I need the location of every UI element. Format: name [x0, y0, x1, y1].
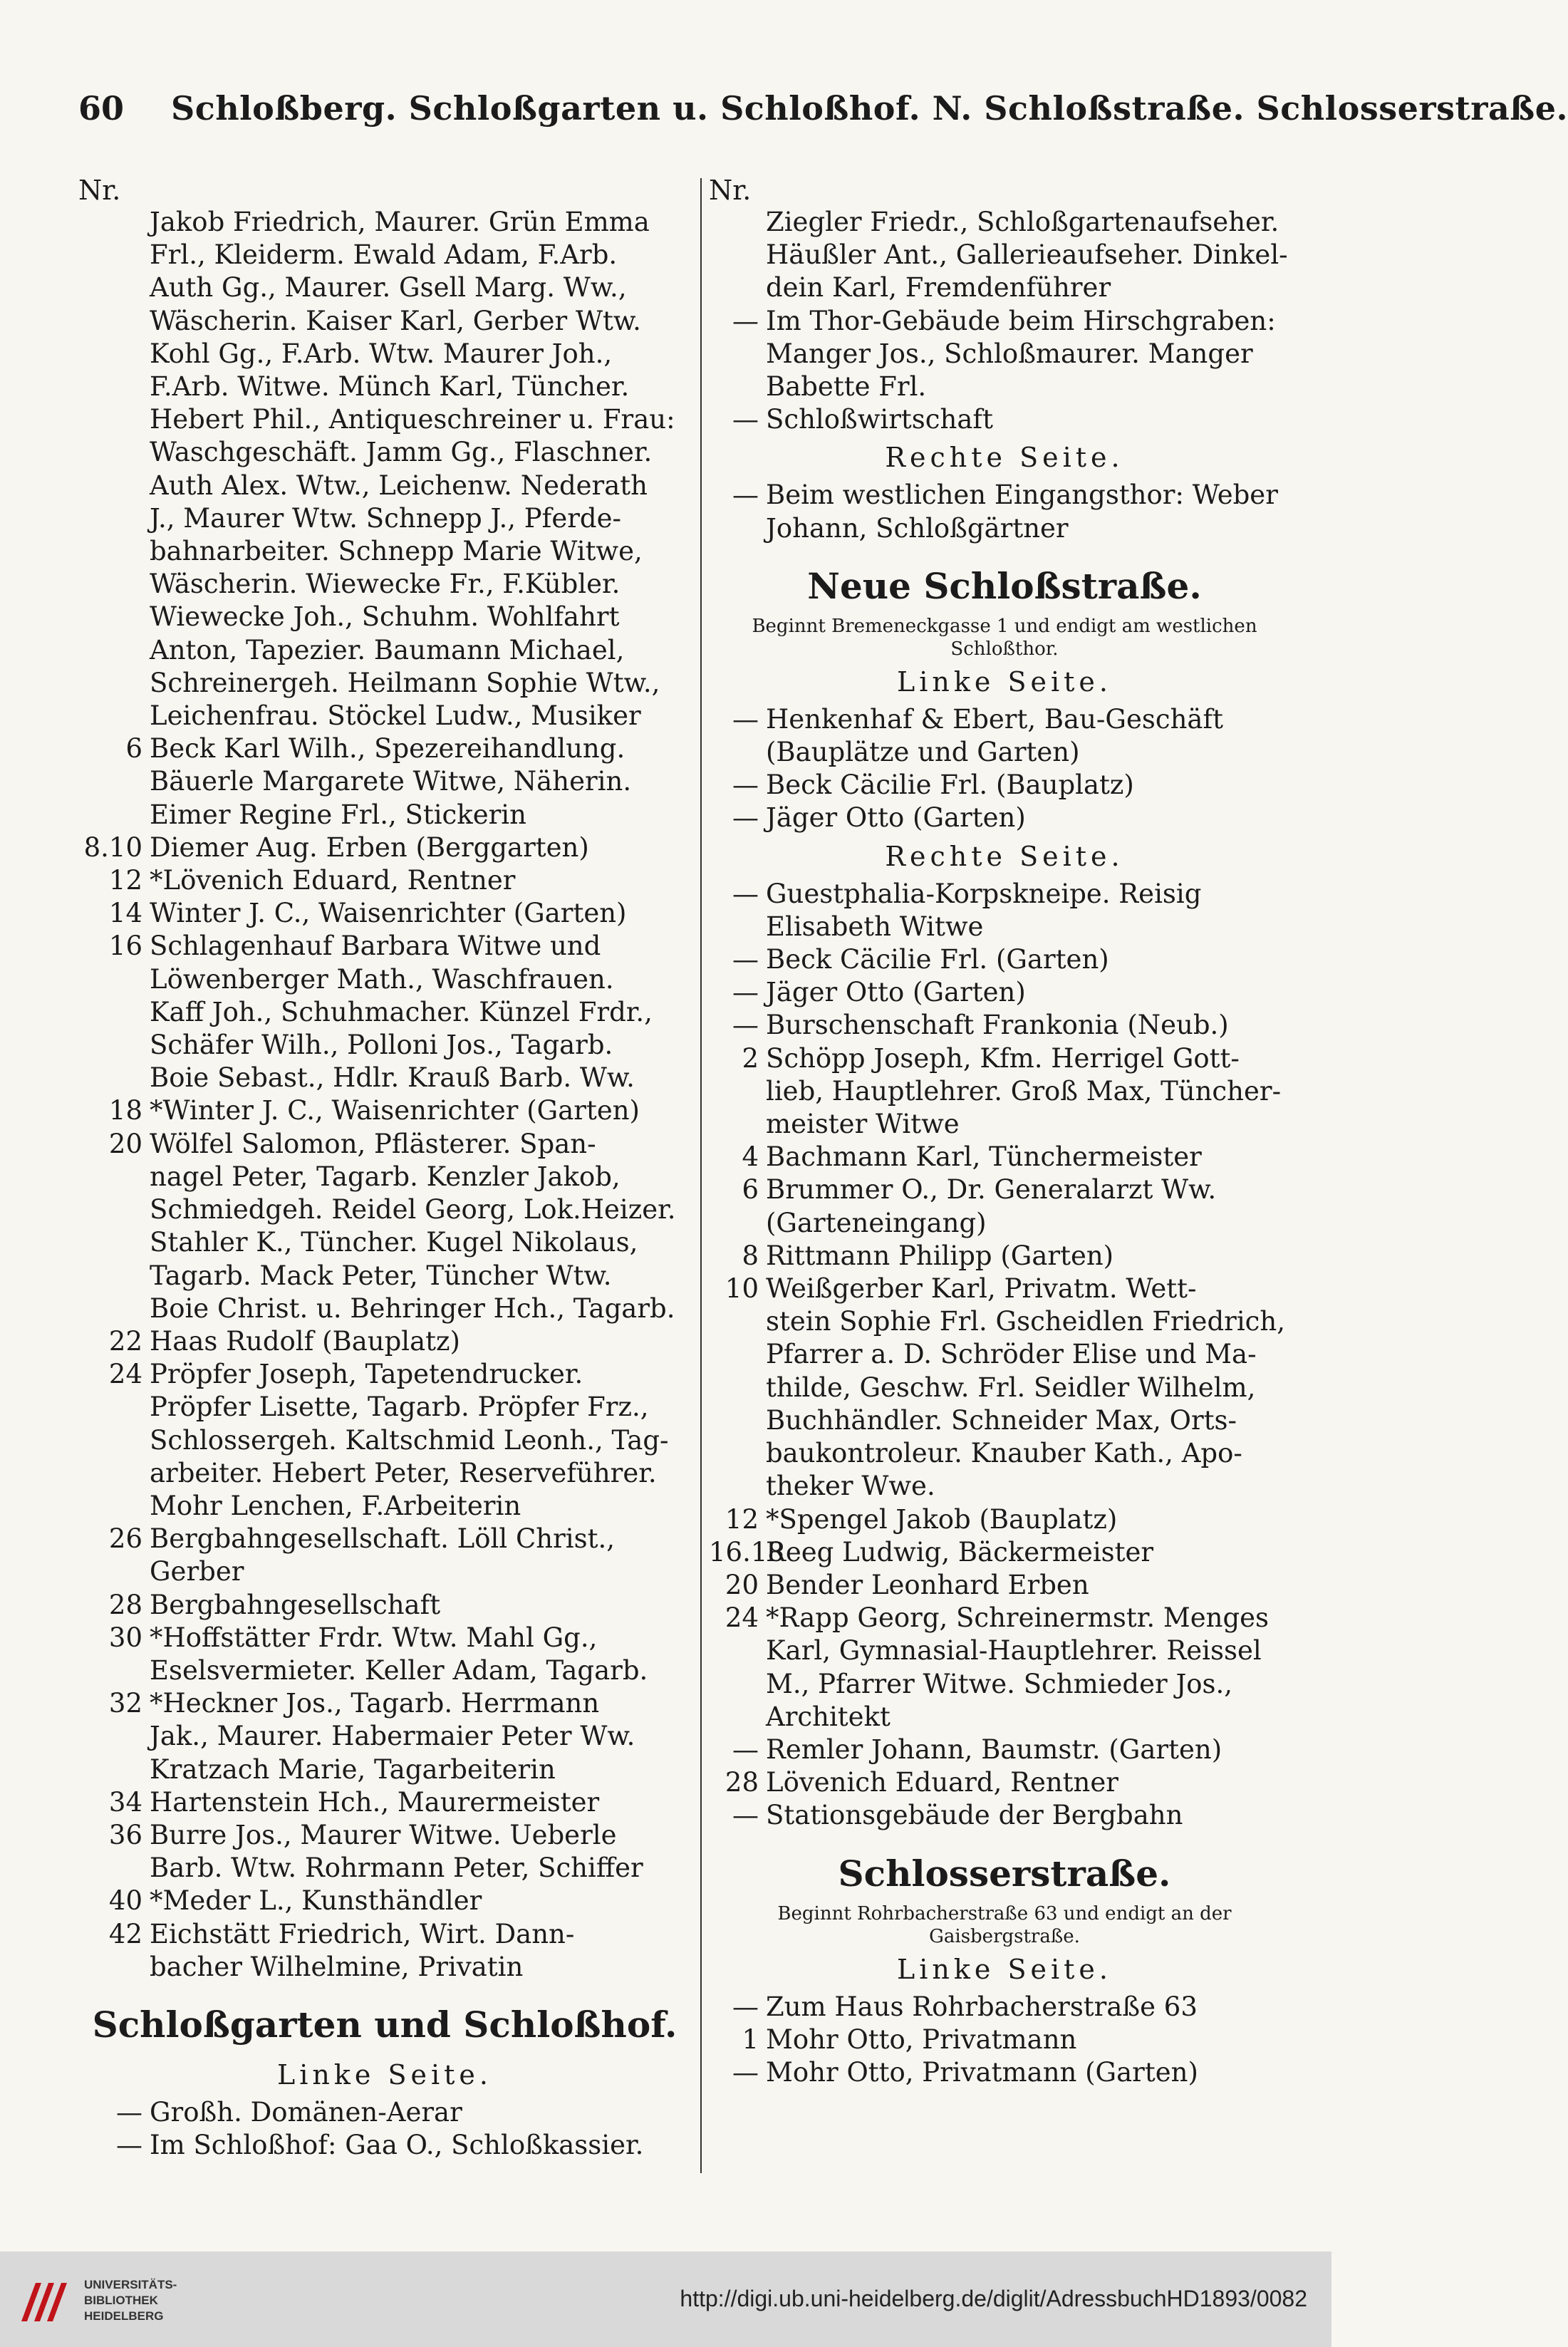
directory-entry — [709, 305, 1300, 404]
directory-entry — [709, 1991, 1300, 2024]
directory-entry — [78, 1128, 691, 1325]
directory-entry — [709, 1503, 1300, 1536]
side-label: Rechte Seite. — [885, 840, 1124, 872]
house-number: 24 — [725, 1602, 759, 1634]
schlosser-entries — [709, 1991, 1300, 2090]
house-number: — — [732, 1734, 759, 1765]
house-number: — — [732, 2056, 759, 2088]
directory-entry — [78, 930, 691, 1094]
directory-entry — [709, 802, 1300, 834]
side-label: Rechte Seite. — [885, 442, 1124, 474]
directory-entry — [709, 1799, 1300, 1832]
entry-text: Zum Haus Rohrbacherstraße 63 — [766, 1991, 1198, 2022]
directory-entry — [78, 732, 691, 831]
entry-text: Lövenich Eduard, Rentner — [766, 1767, 1118, 1798]
entry-text: Guestphalia-Korpskneipe. Reisig Elisabeth Witwe — [766, 878, 1202, 942]
house-number: — — [732, 802, 759, 834]
page-title: Schloßberg. Schloßgarten u. Schloßhof. N. Schloßstraße. Schlosserstraße. — [171, 89, 1568, 128]
page-number: 60 — [78, 89, 125, 128]
entry-text: Jäger Otto (Garten) — [766, 977, 1026, 1008]
house-number: 14 — [108, 898, 142, 929]
entry-text: *Lövenich Eduard, Rentner — [150, 865, 516, 896]
nr-label: Nr. — [709, 175, 752, 206]
entry-text: Burschenschaft Frankonia (Neub.) — [766, 1010, 1229, 1041]
entry-text: Beck Cäcilie Frl. (Bauplatz) — [766, 770, 1134, 801]
entry-text: Hartenstein Hch., Maurermeister — [150, 1786, 600, 1818]
entry-text: Weißgerber Karl, Privatm. Wett- stein Sophie Frl. Gscheidlen Friedrich, Pfarrer a. D. Schröder Elise und Ma- thilde, Geschw. Frl. Seidler Wilhelm, Buchhändler. Schneider Max, Orts- baukontroleur. Knauber Kath., Apo- theker Wwe. — [766, 1273, 1285, 1502]
directory-entry — [709, 1766, 1300, 1799]
entry-text: Schöpp Joseph, Kfm. Herrigel Gott- lieb, Hauptlehrer. Groß Max, Tüncher- meister Witwe — [766, 1042, 1282, 1140]
directory-entry — [709, 1569, 1300, 1602]
house-number: 18 — [108, 1095, 142, 1126]
directory-entry — [78, 864, 691, 897]
house-number: — — [732, 1991, 759, 2022]
schlossgarten-entries — [78, 2096, 691, 2162]
directory-entry — [78, 897, 691, 930]
house-number: — — [732, 770, 759, 801]
section-title-schlossgarten: Schloßgarten und Schloßhof. — [92, 2003, 677, 2046]
section-title-neue-schlossstrasse: Neue Schloßstraße. — [807, 564, 1202, 607]
entry-text: Bender Leonhard Erben — [766, 1569, 1089, 1600]
directory-entry — [78, 1622, 691, 1687]
house-number: 26 — [108, 1523, 142, 1555]
right-entries-top — [709, 206, 1300, 436]
library-logo-icon — [16, 2270, 74, 2328]
side-label: Linke Seite. — [897, 1953, 1112, 1985]
directory-entry — [78, 1786, 691, 1819]
directory-entry — [709, 1734, 1300, 1766]
house-number: — — [116, 2130, 142, 2161]
source-url-link[interactable]: http://digi.ub.uni-heidelberg.de/diglit/AdressbuchHD1893/0082 — [680, 2286, 1307, 2311]
house-number: — — [732, 703, 759, 735]
entry-text: *Hoffstätter Frdr. Wtw. Mahl Gg., Eselsvermieter. Keller Adam, Tagarb. — [150, 1622, 648, 1686]
house-number: — — [732, 878, 759, 909]
entry-text: Diemer Aug. Erben (Berggarten) — [150, 831, 589, 863]
entry-text: Reeg Ludwig, Bäckermeister — [766, 1536, 1154, 1568]
house-number: 12 — [108, 865, 142, 896]
directory-entry — [78, 1325, 691, 1358]
side-label: Linke Seite. — [897, 665, 1112, 698]
entry-text: Stationsgebäude der Bergbahn — [766, 1800, 1183, 1831]
directory-entry — [78, 1819, 691, 1885]
entry-text: Jakob Friedrich, Maurer. Grün Emma Frl., Kleiderm. Ewald Adam, F.Arb. Auth Gg., Maurer. Gsell Marg. Ww., Wäscherin. Kaiser Karl, Gerber Wtw. Kohl Gg., F.Arb. Wtw. Maurer Joh., F.Arb. Witwe. Münch Karl, Tüncher. Hebert Phil., Antiqueschreiner u. Frau: Waschgeschäft. Jamm Gg., Flaschner. Auth Alex. Wtw., Leichenw. Nederath J., Maurer Wtw. Schnepp J., Pferde- bahnarbeiter. Schnepp Marie Witwe, Wäscherin. Wiewecke Fr., F.Kübler. Wiewecke Joh., Schuhm. Wohlfahrt Anton, Tapezier. Baumann Michael, Schreinergeh. Heilmann Sophie Wtw., Leichenfrau. Stöckel Ludw., Musiker — [150, 207, 675, 732]
directory-entry — [709, 2024, 1300, 2056]
directory-entry — [78, 1523, 691, 1588]
house-number: — — [732, 305, 759, 336]
entry-text: Bergbahngesellschaft. Löll Christ., Gerber — [150, 1523, 615, 1587]
directory-entry — [709, 1174, 1300, 1239]
house-number: 16.18 — [709, 1536, 784, 1568]
entry-text: *Heckner Jos., Tagarb. Herrmann Jak., Maurer. Habermaier Peter Ww. Kratzach Marie, Tagarbeiterin — [150, 1688, 635, 1785]
house-number: 30 — [108, 1622, 142, 1653]
nr-label: Nr. — [78, 175, 121, 206]
house-number: 20 — [108, 1128, 142, 1159]
directory-entry — [78, 1094, 691, 1127]
directory-entry — [709, 943, 1300, 976]
house-number: 10 — [725, 1273, 759, 1305]
directory-entry — [78, 1918, 691, 1984]
neue-right-entries — [709, 878, 1300, 1833]
entry-text: Ziegler Friedr., Schloßgartenaufseher. Häußler Ant., Gallerieaufseher. Dinkel- dein Karl, Fremdenführer — [766, 207, 1288, 304]
entry-text: Beck Karl Wilh., Spezereihandlung. Bäuerle Margarete Witwe, Näherin. Eimer Regine Frl., Stickerin — [150, 733, 632, 830]
entry-text: Pröpfer Joseph, Tapetendrucker. Pröpfer Lisette, Tagarb. Pröpfer Frz., Schlossergeh. Kaltschmid Leonh., Tag- arbeiter. Hebert Peter, Reserveführer. Mohr Lenchen, F.Arbeiterin — [150, 1359, 669, 1521]
house-number: — — [732, 404, 759, 435]
house-number: 42 — [108, 1918, 142, 1949]
entry-text: *Winter J. C., Waisenrichter (Garten) — [150, 1095, 640, 1126]
entry-text: *Rapp Georg, Schreinermstr. Menges Karl, Gymnasial-Hauptlehrer. Reissel M., Pfarrer Witwe. Schmieder Jos., Architekt — [766, 1602, 1270, 1732]
directory-entry — [709, 1240, 1300, 1273]
directory-entry — [709, 1273, 1300, 1503]
house-number — [709, 206, 766, 305]
left-column — [78, 175, 691, 2162]
house-number: 8.10 — [83, 831, 142, 863]
entry-text: Winter J. C., Waisenrichter (Garten) — [150, 898, 627, 929]
entry-text: Remler Johann, Baumstr. (Garten) — [766, 1734, 1222, 1765]
entry-text: Beck Cäcilie Frl. (Garten) — [766, 944, 1109, 975]
directory-entry — [709, 206, 1300, 305]
entry-text: Wölfel Salomon, Pflästerer. Span- nagel Peter, Tagarb. Kenzler Jakob, Schmiedgeh. Reidel Georg, Lok.Heizer. Stahler K., Tüncher. Kugel Nikolaus, Tagarb. Mack Peter, Tüncher Wtw. Boie Christ. u. Behringer Hch., Tagarb. — [150, 1128, 676, 1324]
neue-left-entries — [709, 703, 1300, 835]
entry-text: Haas Rudolf (Bauplatz) — [150, 1325, 460, 1357]
directory-entry — [709, 1042, 1300, 1141]
directory-entry — [709, 479, 1300, 544]
entry-text: Bergbahngesellschaft — [150, 1589, 441, 1620]
entry-text: *Spengel Jakob (Bauplatz) — [766, 1503, 1118, 1535]
house-number: 6 — [742, 1174, 759, 1206]
directory-entry — [78, 206, 691, 732]
directory-entry — [709, 703, 1300, 769]
entry-text: Jäger Otto (Garten) — [766, 802, 1026, 834]
house-number: 40 — [108, 1885, 142, 1917]
entry-text: Beim westlichen Eingangsthor: Weber Johann, Schloßgärtner — [766, 480, 1278, 544]
directory-entry — [78, 1687, 691, 1786]
house-number: 24 — [108, 1359, 142, 1390]
entry-text: Im Schloßhof: Gaa O., Schloßkassier. — [150, 2130, 644, 2161]
column-divider — [700, 178, 702, 2173]
house-number: 28 — [108, 1589, 142, 1620]
house-number: — — [116, 2096, 142, 2128]
house-number: 32 — [108, 1688, 142, 1719]
section-note: Beginnt Rohrbacherstraße 63 und endigt an der Gaisbergstraße. — [777, 1902, 1232, 1947]
directory-entry — [709, 1141, 1300, 1174]
right-entries-rechte — [709, 479, 1300, 544]
directory-entry — [78, 1885, 691, 1917]
directory-entry — [78, 831, 691, 864]
entry-text: Großh. Domänen-Aerar — [150, 2096, 462, 2128]
directory-entry — [709, 878, 1300, 943]
house-number: 28 — [725, 1767, 759, 1798]
house-number: 36 — [108, 1819, 142, 1850]
entry-text: Mohr Otto, Privatmann (Garten) — [766, 2056, 1198, 2088]
house-number: 34 — [108, 1786, 142, 1818]
entry-text: Schlagenhauf Barbara Witwe und Löwenberger Math., Waschfrauen. Kaff Joh., Schuhmacher. Künzel Frdr., Schäfer Wilh., Polloni Jos., Tagarb. Boie Sebast., Hdlr. Krauß Barb. Ww. — [150, 931, 653, 1094]
directory-entry — [709, 1536, 1300, 1569]
house-number: — — [732, 944, 759, 975]
directory-entry — [78, 2096, 691, 2129]
entry-text: Im Thor-Gebäude beim Hirschgraben: Manger Jos., Schloßmaurer. Manger Babette Frl. — [766, 305, 1276, 403]
page-header — [78, 89, 1568, 146]
entry-text: Rittmann Philipp (Garten) — [766, 1240, 1114, 1271]
entry-text: Brummer O., Dr. Generalarzt Ww. (Garteneingang) — [766, 1174, 1217, 1238]
directory-entry — [78, 2129, 691, 2162]
house-number: 20 — [725, 1569, 759, 1600]
house-number: — — [732, 977, 759, 1008]
house-number: — — [732, 1010, 759, 1041]
directory-entry — [709, 403, 1300, 436]
house-number: — — [732, 480, 759, 511]
side-label: Linke Seite. — [277, 2058, 492, 2090]
directory-entry — [78, 1358, 691, 1523]
house-number: 6 — [125, 733, 142, 765]
house-number: 8 — [742, 1240, 759, 1271]
directory-entry — [709, 1602, 1300, 1734]
directory-entry — [78, 1589, 691, 1622]
entry-text: Eichstätt Friedrich, Wirt. Dann- bacher Wilhelmine, Privatin — [150, 1918, 575, 1982]
house-number: 1 — [742, 2024, 759, 2055]
entry-text: Henkenhaf & Ebert, Bau-Geschäft (Bauplätze und Garten) — [766, 703, 1224, 768]
entry-text: Bachmann Karl, Tünchermeister — [766, 1141, 1202, 1173]
entry-text: Schloßwirtschaft — [766, 404, 993, 435]
house-number: 22 — [108, 1325, 142, 1357]
directory-entry — [709, 769, 1300, 802]
house-number: 2 — [742, 1042, 759, 1074]
house-number: 4 — [742, 1141, 759, 1173]
library-name: UNIVERSITÄTS- BIBLIOTHEK HEIDELBERG — [84, 2278, 177, 2323]
directory-entry — [709, 2056, 1300, 2089]
footer-bar — [0, 2252, 1331, 2347]
entry-text: Burre Jos., Maurer Witwe. Ueberle Barb. Wtw. Rohrmann Peter, Schiffer — [150, 1819, 643, 1884]
house-number: — — [732, 1800, 759, 1831]
directory-entry — [709, 976, 1300, 1009]
right-column — [709, 175, 1300, 2089]
section-note: Beginnt Bremeneckgasse 1 und endigt am westlichen Schloßthor. — [752, 615, 1257, 660]
house-number: 12 — [725, 1503, 759, 1535]
entry-text: Mohr Otto, Privatmann — [766, 2024, 1077, 2055]
entry-text: *Meder L., Kunsthändler — [150, 1885, 482, 1917]
section-title-schlosserstrasse: Schlosserstraße. — [838, 1852, 1171, 1895]
left-entries — [78, 206, 691, 1984]
house-number — [78, 206, 150, 732]
directory-entry — [709, 1009, 1300, 1042]
house-number: 16 — [108, 931, 142, 962]
